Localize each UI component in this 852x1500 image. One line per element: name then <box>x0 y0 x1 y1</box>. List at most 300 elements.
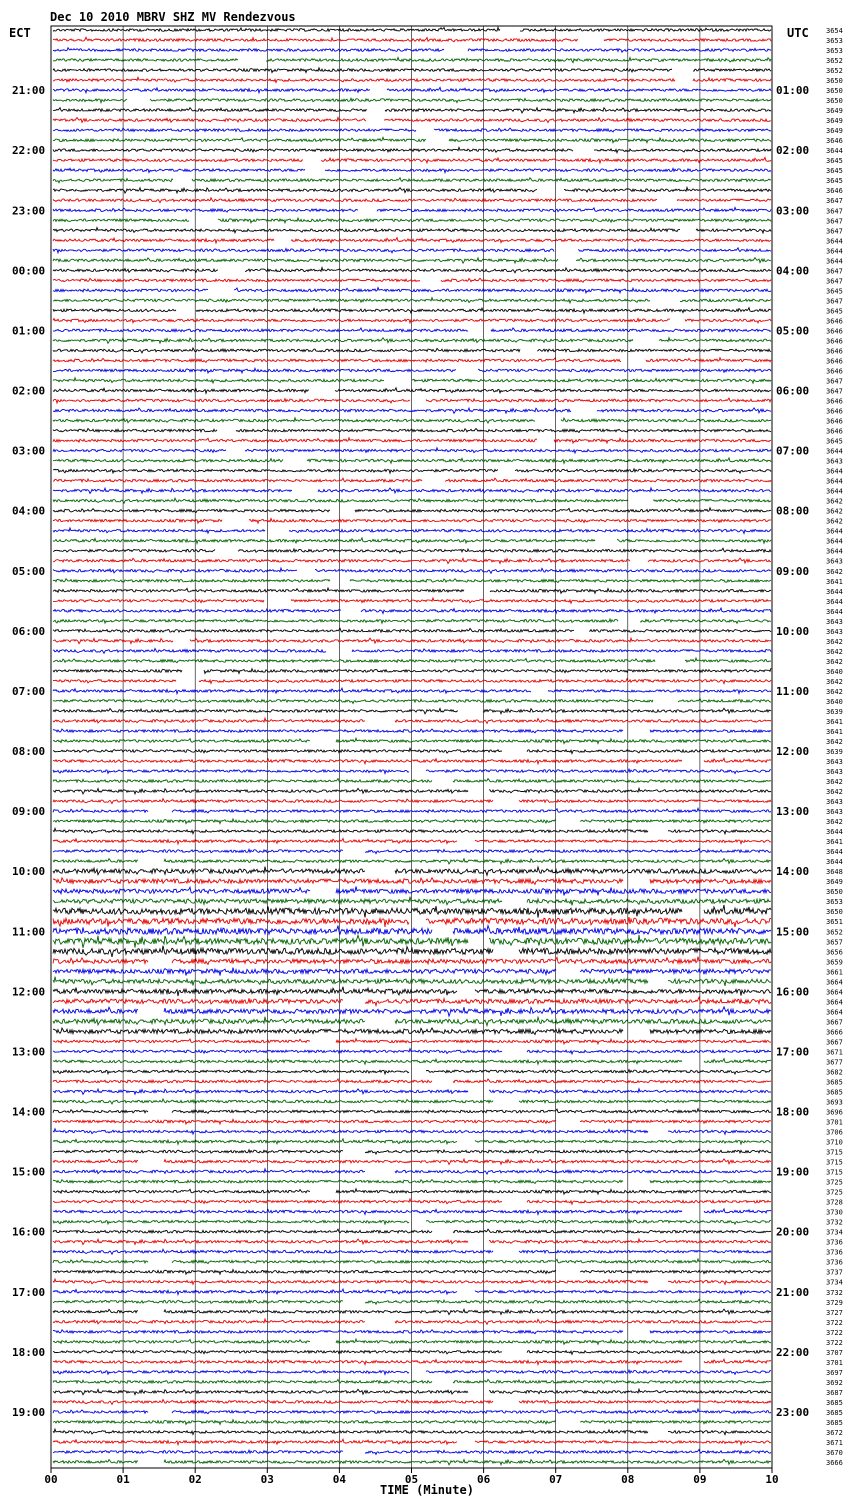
trace-row-67 <box>53 698 771 703</box>
level-label: 3642 <box>826 788 843 797</box>
level-label: 3639 <box>826 748 843 756</box>
level-label: 3685 <box>826 1408 843 1417</box>
trace-row-118 <box>53 1209 771 1214</box>
x-tick-label-08: 08 <box>621 1473 635 1486</box>
level-label: 3682 <box>826 1068 843 1077</box>
trace-row-103 <box>53 1059 771 1064</box>
level-label: 3644 <box>826 547 843 556</box>
level-label: 3722 <box>826 1328 843 1337</box>
level-label: 3725 <box>826 1188 843 1197</box>
trace-row-6 <box>53 87 771 92</box>
trace-row-96 <box>53 987 771 996</box>
trace-row-5 <box>53 77 771 82</box>
right-hour-label: 10:00 <box>776 624 810 638</box>
trace-row-93 <box>53 957 771 965</box>
trace-row-52 <box>53 548 771 553</box>
level-label: 3685 <box>826 1088 843 1097</box>
trace-row-86 <box>53 886 771 895</box>
left-hour-label: 09:00 <box>12 805 46 819</box>
trace-row-142 <box>53 1450 771 1455</box>
trace-row-78 <box>53 808 771 813</box>
trace-row-66 <box>53 688 771 693</box>
level-label: 3650 <box>826 77 843 86</box>
right-hour-label: 08:00 <box>776 504 810 518</box>
trace-row-39 <box>53 418 771 423</box>
level-label: 3710 <box>826 1138 843 1147</box>
trace-row-106 <box>53 1089 771 1095</box>
left-hour-label: 08:00 <box>12 745 46 758</box>
right-hour-label: 19:00 <box>776 1165 810 1179</box>
level-label: 3647 <box>826 207 843 216</box>
trace-row-83 <box>53 859 771 864</box>
level-label: 3641 <box>826 717 843 726</box>
trace-row-114 <box>53 1169 771 1174</box>
right-hour-label: 03:00 <box>776 204 810 218</box>
level-label: 3645 <box>826 157 843 166</box>
level-label: 3728 <box>826 1198 843 1207</box>
level-label: 3692 <box>826 1378 843 1387</box>
level-label: 3647 <box>826 197 843 206</box>
trace-row-128 <box>53 1309 771 1314</box>
trace-row-44 <box>53 469 771 473</box>
trace-row-0 <box>53 27 771 31</box>
trace-row-36 <box>53 388 771 393</box>
level-label: 3641 <box>826 577 843 586</box>
level-label: 3701 <box>826 1358 843 1367</box>
trace-row-138 <box>53 1409 771 1414</box>
level-label: 3646 <box>826 137 843 146</box>
left-hour-label: 22:00 <box>12 144 46 158</box>
level-label: 3734 <box>826 1228 843 1237</box>
x-tick-label-02: 02 <box>188 1473 202 1486</box>
trace-row-56 <box>53 588 771 593</box>
trace-row-24 <box>53 268 771 273</box>
level-label: 3648 <box>826 868 843 877</box>
x-tick-label-00: 00 <box>44 1473 58 1486</box>
level-label: 3647 <box>826 267 843 276</box>
trace-row-60 <box>53 628 771 632</box>
right-hour-label: 12:00 <box>776 745 810 758</box>
trace-row-10 <box>53 128 771 132</box>
right-hour-label: 21:00 <box>776 1285 810 1299</box>
x-tick-label-03: 03 <box>260 1473 274 1486</box>
trace-group <box>53 27 771 1464</box>
x-tick-label-10: 10 <box>765 1473 779 1486</box>
trace-row-15 <box>53 178 771 183</box>
x-tick-label-07: 07 <box>549 1473 563 1486</box>
level-label: 3646 <box>826 337 843 346</box>
trace-row-34 <box>53 368 771 373</box>
trace-row-75 <box>53 779 771 783</box>
level-label: 3644 <box>826 247 843 256</box>
x-tick-label-09: 09 <box>693 1473 707 1486</box>
trace-row-137 <box>53 1399 771 1404</box>
level-label: 3736 <box>826 1238 843 1247</box>
right-hour-labels <box>776 84 809 1419</box>
right-level-labels <box>826 27 843 1467</box>
trace-row-65 <box>53 679 771 684</box>
level-label: 3652 <box>826 928 843 937</box>
level-label: 3643 <box>826 758 843 767</box>
trace-row-25 <box>53 278 771 282</box>
level-label: 3647 <box>826 227 843 236</box>
trace-row-130 <box>53 1330 771 1334</box>
trace-row-84 <box>53 867 771 876</box>
trace-row-20 <box>53 228 771 233</box>
trace-row-107 <box>53 1099 771 1104</box>
trace-row-129 <box>53 1319 771 1324</box>
trace-row-120 <box>53 1229 771 1233</box>
trace-row-38 <box>53 408 771 413</box>
trace-row-73 <box>53 758 771 763</box>
level-label: 3644 <box>826 587 843 596</box>
level-label: 3664 <box>826 988 843 997</box>
trace-row-17 <box>53 198 771 203</box>
level-label: 3644 <box>826 447 843 456</box>
level-label: 3647 <box>826 217 843 226</box>
trace-row-54 <box>53 568 771 573</box>
level-label: 3736 <box>826 1248 843 1257</box>
level-label: 3657 <box>826 938 843 947</box>
level-label: 3644 <box>826 527 843 536</box>
level-label: 3670 <box>826 1448 843 1457</box>
level-label: 3651 <box>826 918 843 927</box>
trace-row-82 <box>53 849 771 854</box>
level-label: 3642 <box>826 677 843 686</box>
trace-row-112 <box>53 1149 771 1154</box>
trace-row-85 <box>53 878 771 885</box>
trace-row-139 <box>53 1420 771 1425</box>
trace-row-22 <box>53 248 771 253</box>
trace-row-131 <box>53 1339 771 1344</box>
level-label: 3701 <box>826 1118 843 1127</box>
trace-row-37 <box>53 398 771 403</box>
trace-row-9 <box>53 117 771 122</box>
level-label: 3649 <box>826 107 843 116</box>
trace-row-27 <box>53 298 771 303</box>
right-hour-label: 13:00 <box>776 805 810 819</box>
trace-row-58 <box>53 608 771 613</box>
trace-row-41 <box>53 438 771 443</box>
trace-row-53 <box>53 558 771 563</box>
right-hour-label: 20:00 <box>776 1225 810 1239</box>
trace-row-50 <box>53 528 771 533</box>
trace-row-140 <box>53 1429 771 1434</box>
level-label: 3640 <box>826 697 843 706</box>
left-hour-label: 03:00 <box>12 444 46 458</box>
level-label: 3644 <box>826 537 843 546</box>
trace-row-63 <box>53 658 771 663</box>
right-hour-label: 14:00 <box>776 865 810 879</box>
trace-row-43 <box>53 458 771 463</box>
trace-row-79 <box>53 819 771 824</box>
level-label: 3642 <box>826 517 843 526</box>
level-label: 3645 <box>826 287 843 296</box>
trace-row-4 <box>53 68 771 73</box>
trace-row-57 <box>53 598 771 603</box>
level-label: 3667 <box>826 1038 843 1047</box>
trace-row-95 <box>53 977 771 986</box>
trace-row-16 <box>53 187 771 193</box>
level-label: 3643 <box>826 617 843 626</box>
right-hour-label: 01:00 <box>776 84 810 98</box>
level-label: 3642 <box>826 497 843 506</box>
right-hour-label: 23:00 <box>776 1405 810 1419</box>
level-label: 3646 <box>826 357 843 366</box>
level-label: 3656 <box>826 948 843 957</box>
left-hour-label: 10:00 <box>12 865 46 879</box>
right-timezone-label: UTC <box>787 26 809 40</box>
right-hour-label: 07:00 <box>776 444 810 458</box>
trace-row-77 <box>53 799 771 804</box>
trace-row-76 <box>53 788 771 794</box>
level-label: 3672 <box>826 1428 843 1437</box>
trace-row-134 <box>53 1370 771 1374</box>
level-label: 3653 <box>826 898 843 907</box>
level-label: 3646 <box>826 367 843 376</box>
trace-row-59 <box>53 619 771 623</box>
level-label: 3642 <box>826 657 843 666</box>
level-label: 3693 <box>826 1098 843 1107</box>
trace-row-80 <box>53 828 771 833</box>
level-label: 3644 <box>826 477 843 486</box>
left-hour-label: 19:00 <box>12 1405 46 1419</box>
right-hour-label: 06:00 <box>776 384 810 398</box>
level-label: 3647 <box>826 297 843 306</box>
trace-row-8 <box>53 108 771 113</box>
trace-row-14 <box>53 168 771 172</box>
level-label: 3644 <box>826 237 843 246</box>
trace-row-35 <box>53 378 771 383</box>
level-label: 3650 <box>826 888 843 897</box>
level-label: 3732 <box>826 1218 843 1227</box>
right-hour-label: 22:00 <box>776 1345 810 1359</box>
level-label: 3659 <box>826 958 843 967</box>
trace-row-70 <box>53 729 771 733</box>
right-hour-label: 09:00 <box>776 564 810 578</box>
trace-row-7 <box>53 98 771 102</box>
trace-row-11 <box>53 137 771 142</box>
right-hour-label: 15:00 <box>776 925 810 939</box>
level-label: 3645 <box>826 437 843 446</box>
trace-row-28 <box>53 308 771 313</box>
level-label: 3642 <box>826 687 843 696</box>
level-label: 3649 <box>826 127 843 136</box>
trace-row-68 <box>53 708 771 713</box>
trace-row-69 <box>53 718 771 723</box>
trace-row-122 <box>53 1249 771 1254</box>
trace-row-90 <box>53 926 771 935</box>
level-label: 3642 <box>826 567 843 576</box>
level-label: 3644 <box>826 597 843 606</box>
trace-row-117 <box>53 1199 771 1204</box>
trace-row-19 <box>53 218 771 223</box>
left-hour-label: 15:00 <box>12 1165 46 1179</box>
trace-row-100 <box>53 1028 771 1035</box>
trace-row-143 <box>53 1459 771 1464</box>
level-label: 3644 <box>826 257 843 266</box>
level-label: 3666 <box>826 1458 843 1467</box>
level-label: 3643 <box>826 768 843 777</box>
left-hour-label: 12:00 <box>12 985 46 999</box>
trace-row-72 <box>53 748 771 753</box>
level-label: 3666 <box>826 1028 843 1037</box>
trace-row-2 <box>53 48 771 52</box>
level-label: 3646 <box>826 427 843 436</box>
trace-row-46 <box>53 488 771 494</box>
level-label: 3687 <box>826 1388 843 1397</box>
trace-row-92 <box>53 946 771 957</box>
level-label: 3715 <box>826 1168 843 1177</box>
level-label: 3730 <box>826 1208 843 1217</box>
level-label: 3654 <box>826 27 843 35</box>
level-label: 3643 <box>826 627 843 636</box>
level-label: 3653 <box>826 37 843 46</box>
level-label: 3639 <box>826 707 843 716</box>
trace-row-99 <box>53 1017 771 1026</box>
level-label: 3645 <box>826 177 843 186</box>
level-label: 3697 <box>826 1368 843 1377</box>
left-timezone-label: ECT <box>9 26 31 40</box>
level-label: 3644 <box>826 147 843 156</box>
trace-row-1 <box>53 37 771 41</box>
level-label: 3664 <box>826 978 843 987</box>
left-hour-label: 14:00 <box>12 1105 46 1119</box>
level-label: 3729 <box>826 1298 843 1307</box>
right-hour-label: 05:00 <box>776 324 810 338</box>
trace-row-124 <box>53 1270 771 1275</box>
level-label: 3647 <box>826 387 843 396</box>
trace-row-91 <box>53 935 771 948</box>
level-label: 3642 <box>826 737 843 746</box>
level-label: 3652 <box>826 57 843 66</box>
level-label: 3649 <box>826 117 843 126</box>
level-label: 3647 <box>826 277 843 286</box>
level-label: 3641 <box>826 838 843 847</box>
level-label: 3642 <box>826 507 843 516</box>
left-hour-label: 16:00 <box>12 1225 46 1239</box>
level-label: 3734 <box>826 1278 843 1287</box>
trace-row-33 <box>53 358 771 363</box>
trace-row-21 <box>53 238 771 243</box>
trace-row-116 <box>53 1189 771 1194</box>
level-label: 3653 <box>826 47 843 56</box>
left-hour-label: 21:00 <box>12 84 46 98</box>
level-label: 3646 <box>826 187 843 196</box>
trace-row-18 <box>53 207 771 212</box>
trace-row-121 <box>53 1239 771 1245</box>
level-label: 3650 <box>826 87 843 96</box>
level-label: 3644 <box>826 607 843 616</box>
level-label: 3706 <box>826 1128 843 1137</box>
right-hour-label: 17:00 <box>776 1045 810 1059</box>
level-label: 3643 <box>826 798 843 807</box>
left-hour-label: 06:00 <box>12 624 46 638</box>
trace-row-12 <box>53 147 771 152</box>
x-tick-label-06: 06 <box>476 1473 491 1486</box>
trace-row-55 <box>53 579 771 583</box>
trace-row-136 <box>53 1389 771 1395</box>
level-label: 3643 <box>826 457 843 466</box>
level-label: 3645 <box>826 307 843 316</box>
right-hour-label: 04:00 <box>776 264 810 278</box>
level-label: 3737 <box>826 1268 843 1277</box>
left-hour-label: 23:00 <box>12 204 46 218</box>
trace-row-31 <box>53 338 771 344</box>
left-hour-label: 11:00 <box>12 925 46 939</box>
trace-row-88 <box>53 905 771 918</box>
trace-row-109 <box>53 1119 771 1124</box>
trace-row-98 <box>53 1007 771 1016</box>
level-label: 3722 <box>826 1338 843 1347</box>
x-tick-label-05: 05 <box>404 1473 419 1486</box>
trace-row-23 <box>53 258 771 263</box>
level-label: 3646 <box>826 327 843 336</box>
left-hour-label: 02:00 <box>12 384 46 398</box>
trace-row-42 <box>53 448 771 453</box>
trace-row-49 <box>53 519 771 524</box>
left-hour-label: 05:00 <box>12 564 46 578</box>
left-hour-label: 07:00 <box>12 684 46 698</box>
level-label: 3667 <box>826 1018 843 1027</box>
trace-row-62 <box>53 648 771 653</box>
level-label: 3640 <box>826 667 843 676</box>
trace-row-40 <box>53 429 771 433</box>
level-label: 3646 <box>826 417 843 426</box>
level-label: 3644 <box>826 858 843 867</box>
trace-row-125 <box>53 1279 771 1284</box>
level-label: 3642 <box>826 637 843 646</box>
trace-row-32 <box>53 348 771 353</box>
level-label: 3642 <box>826 818 843 827</box>
trace-row-126 <box>53 1289 771 1294</box>
level-label: 3650 <box>826 97 843 106</box>
level-label: 3645 <box>826 167 843 176</box>
level-label: 3644 <box>826 828 843 837</box>
x-tick-label-01: 01 <box>116 1473 130 1486</box>
level-label: 3652 <box>826 67 843 76</box>
level-label: 3644 <box>826 487 843 496</box>
trace-row-132 <box>53 1349 771 1354</box>
level-label: 3696 <box>826 1108 843 1117</box>
trace-row-13 <box>53 157 771 162</box>
trace-row-87 <box>53 897 771 906</box>
level-label: 3671 <box>826 1048 843 1057</box>
left-hour-label: 18:00 <box>12 1345 46 1359</box>
trace-row-71 <box>53 738 771 743</box>
trace-row-61 <box>53 638 771 644</box>
trace-row-48 <box>53 508 771 513</box>
level-label: 3715 <box>826 1148 843 1157</box>
left-hour-label: 13:00 <box>12 1045 46 1059</box>
level-label: 3685 <box>826 1078 843 1087</box>
trace-row-89 <box>53 917 771 927</box>
right-hour-label: 02:00 <box>776 144 810 158</box>
level-label: 3707 <box>826 1348 843 1357</box>
trace-row-102 <box>53 1049 771 1054</box>
left-hour-label: 01:00 <box>12 324 46 338</box>
level-label: 3715 <box>826 1158 843 1167</box>
level-label: 3671 <box>826 1438 843 1447</box>
trace-row-74 <box>53 769 771 773</box>
trace-row-26 <box>53 288 771 293</box>
trace-row-47 <box>53 498 771 503</box>
level-label: 3677 <box>826 1058 843 1067</box>
level-label: 3641 <box>826 727 843 736</box>
level-label: 3643 <box>826 808 843 817</box>
right-hour-label: 16:00 <box>776 985 810 999</box>
level-label: 3685 <box>826 1398 843 1407</box>
